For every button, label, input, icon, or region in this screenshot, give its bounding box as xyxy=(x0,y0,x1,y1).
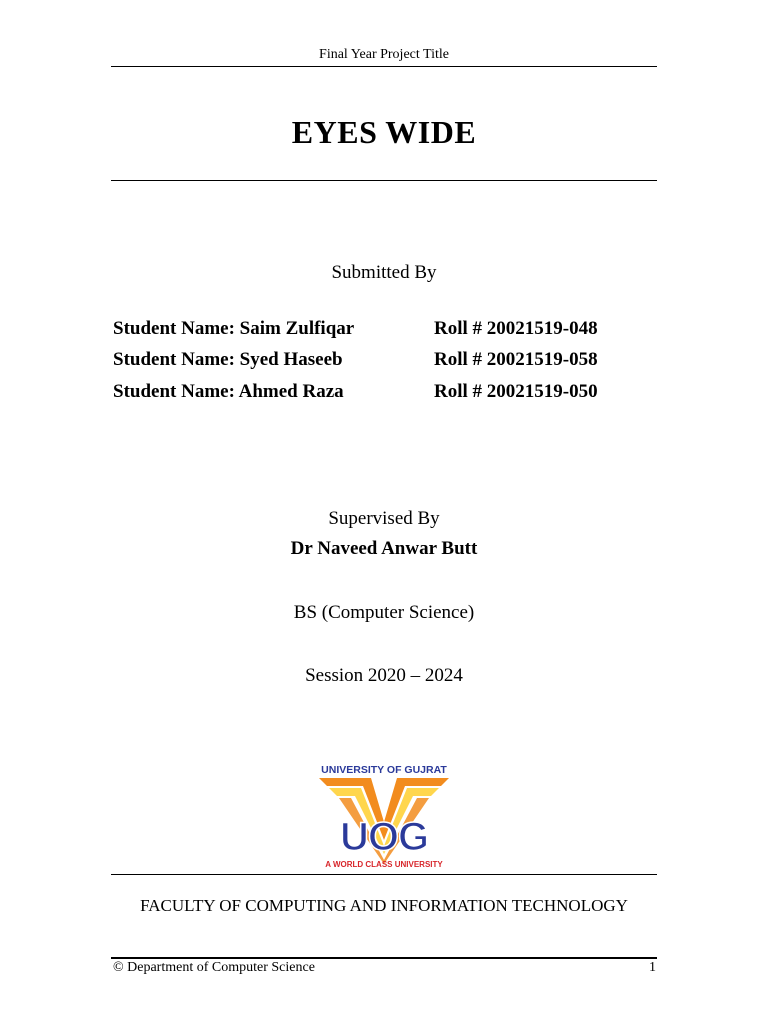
student-name: Student Name: Ahmed Raza xyxy=(113,381,344,402)
svg-text:UNIVERSITY OF GUJRAT: UNIVERSITY OF GUJRAT xyxy=(321,764,447,776)
university-logo xyxy=(305,762,463,870)
project-title: EYES WIDE xyxy=(291,114,477,150)
faculty-name: FACULTY OF COMPUTING AND INFORMATION TECHNOLOGY xyxy=(140,896,628,915)
supervisor-name: Dr Naveed Anwar Butt xyxy=(290,538,478,559)
student-row xyxy=(113,349,633,377)
svg-text:UOG: UOG xyxy=(339,815,429,859)
running-header: Final Year Project Title xyxy=(319,47,449,62)
degree-program: BS (Computer Science) xyxy=(293,602,475,623)
faculty-rule xyxy=(111,874,657,875)
footer-rule xyxy=(111,957,657,959)
student-roll: Roll # 20021519-050 xyxy=(434,381,598,402)
student-roll: Roll # 20021519-048 xyxy=(434,318,598,339)
footer-department: © Department of Computer Science xyxy=(113,960,315,975)
title-rule xyxy=(111,180,657,181)
student-row xyxy=(113,318,633,346)
svg-text:A WORLD CLASS UNIVERSITY: A WORLD CLASS UNIVERSITY xyxy=(325,860,443,869)
student-row xyxy=(113,381,633,409)
student-roll: Roll # 20021519-058 xyxy=(434,349,598,370)
submitted-by-heading: Submitted By xyxy=(331,262,437,283)
student-name: Student Name: Saim Zulfiqar xyxy=(113,318,355,339)
session-years: Session 2020 – 2024 xyxy=(305,665,463,686)
page-number: 1 xyxy=(649,960,656,975)
student-name: Student Name: Syed Haseeb xyxy=(113,349,343,370)
supervised-by-heading: Supervised By xyxy=(328,508,440,529)
header-rule xyxy=(111,66,657,67)
